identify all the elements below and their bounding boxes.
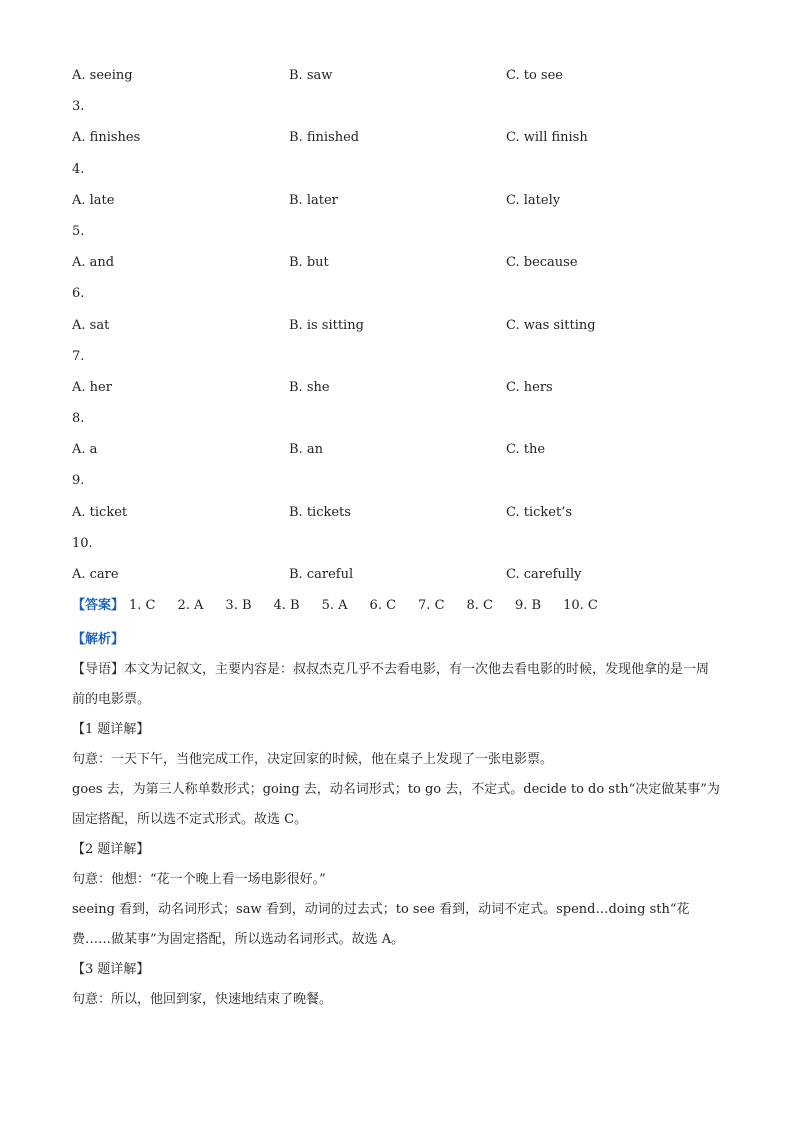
options-row-3 [72, 127, 732, 158]
detail-2-line-1: 句意：他想：“花一个晚上看一场电影很好。” [72, 872, 326, 888]
option-b: B. but [289, 255, 329, 271]
option-a: A. late [72, 192, 115, 208]
option-c: C. carefully [506, 567, 582, 582]
answer-list [129, 595, 620, 617]
options-row-10 [72, 564, 732, 595]
detail-heading-1: 【1 题详解】 [72, 722, 150, 738]
option-c: C. to see [506, 68, 563, 83]
answer-label: 【答案】 [72, 598, 125, 614]
question-number [72, 533, 732, 564]
option-c: C. ticket’s [506, 504, 573, 520]
answer-item: 9. B [515, 598, 542, 614]
question-number [72, 221, 732, 252]
option-a: A. finishes [72, 130, 141, 146]
detail-1-line-1: 句意：一天下午，当他完成工作，决定回家的时候，他在桌子上发现了一张电影票。 [72, 752, 554, 768]
options-row-6 [72, 315, 732, 346]
option-b: B. saw [289, 68, 333, 83]
question-number [72, 159, 732, 190]
answer-item: 8. C [466, 598, 493, 614]
options-row-7 [72, 377, 732, 408]
detail-heading-2: 【2 题详解】 [72, 842, 150, 858]
option-a: A. her [72, 379, 112, 395]
question-number-label: 9. [72, 473, 85, 489]
option-b: B. tickets [289, 504, 351, 520]
options-row-8 [72, 439, 732, 470]
detail-2-line-2: seeing 看到，动名词形式；saw 看到，动词的过去式；to see 看到，动词不定式。spend…doing sth“花费……做某事”为固定搭配，所以选动名词形式。故选 A。 [72, 902, 690, 948]
options-row-2 [72, 65, 732, 96]
option-a: A. and [72, 255, 115, 271]
options-row-5 [72, 252, 732, 283]
answer-item: 10. C [563, 598, 598, 614]
detail-3-line-1: 句意：所以，他回到家，快速地结束了晚餐。 [72, 992, 333, 1008]
option-c: C. was sitting [506, 317, 596, 333]
answer-item: 3. B [225, 598, 252, 614]
intro-text: 本文为记叙文，主要内容是：叔叔杰克几乎不去看电影，有一次他去看电影的时候，发现他拿的是一周前的电影票。 [72, 662, 710, 708]
option-b: B. is sitting [289, 317, 364, 333]
detail-1-line-2: goes 去，为第三人称单数形式；going 去，动名词形式；to go 去，不定式。decide to do sth“决定做某事”为固定搭配，所以选不定式形式。故选 C。 [72, 782, 720, 828]
question-number-label: 3. [72, 99, 85, 115]
question-number-label: 7. [72, 348, 85, 364]
option-b: B. later [289, 192, 338, 208]
option-c: C. the [506, 442, 546, 458]
option-b: B. finished [289, 130, 360, 146]
intro-paragraph [72, 655, 720, 715]
question-number-label: 10. [72, 535, 93, 551]
question-number-label: 4. [72, 161, 85, 177]
question-number [72, 96, 732, 127]
question-number [72, 408, 732, 439]
answer-key [72, 595, 732, 625]
answer-item: 5. A [321, 598, 348, 614]
question-number [72, 346, 732, 377]
option-c: C. will finish [506, 130, 588, 146]
option-c: C. because [506, 255, 578, 271]
answer-item: 7. C [418, 598, 445, 614]
answer-item: 1. C [129, 598, 156, 614]
option-a: A. ticket [72, 504, 128, 520]
question-number-label: 8. [72, 411, 85, 427]
option-a: A. a [72, 442, 98, 458]
option-b: B. an [289, 442, 323, 458]
option-a: A. sat [72, 317, 110, 333]
analysis-section [72, 625, 732, 1015]
detail-heading-3: 【3 题详解】 [72, 962, 150, 978]
question-number-label: 5. [72, 223, 85, 239]
option-a: A. seeing [72, 68, 133, 83]
option-c: C. lately [506, 192, 561, 208]
answer-item: 4. B [273, 598, 300, 614]
question-number [72, 470, 732, 501]
intro-tag: 【导语】 [72, 662, 125, 678]
options-row-4 [72, 190, 732, 221]
analysis-label: 【解析】 [72, 632, 125, 648]
options-row-9 [72, 502, 732, 533]
option-b: B. careful [289, 567, 354, 582]
option-a: A. care [72, 567, 119, 582]
answer-item: 6. C [369, 598, 397, 614]
answer-item: 2. A [177, 598, 204, 614]
question-number [72, 283, 732, 314]
question-number-label: 6. [72, 286, 85, 302]
document-page [72, 65, 732, 1015]
option-b: B. she [289, 379, 330, 395]
option-c: C. hers [506, 379, 553, 395]
